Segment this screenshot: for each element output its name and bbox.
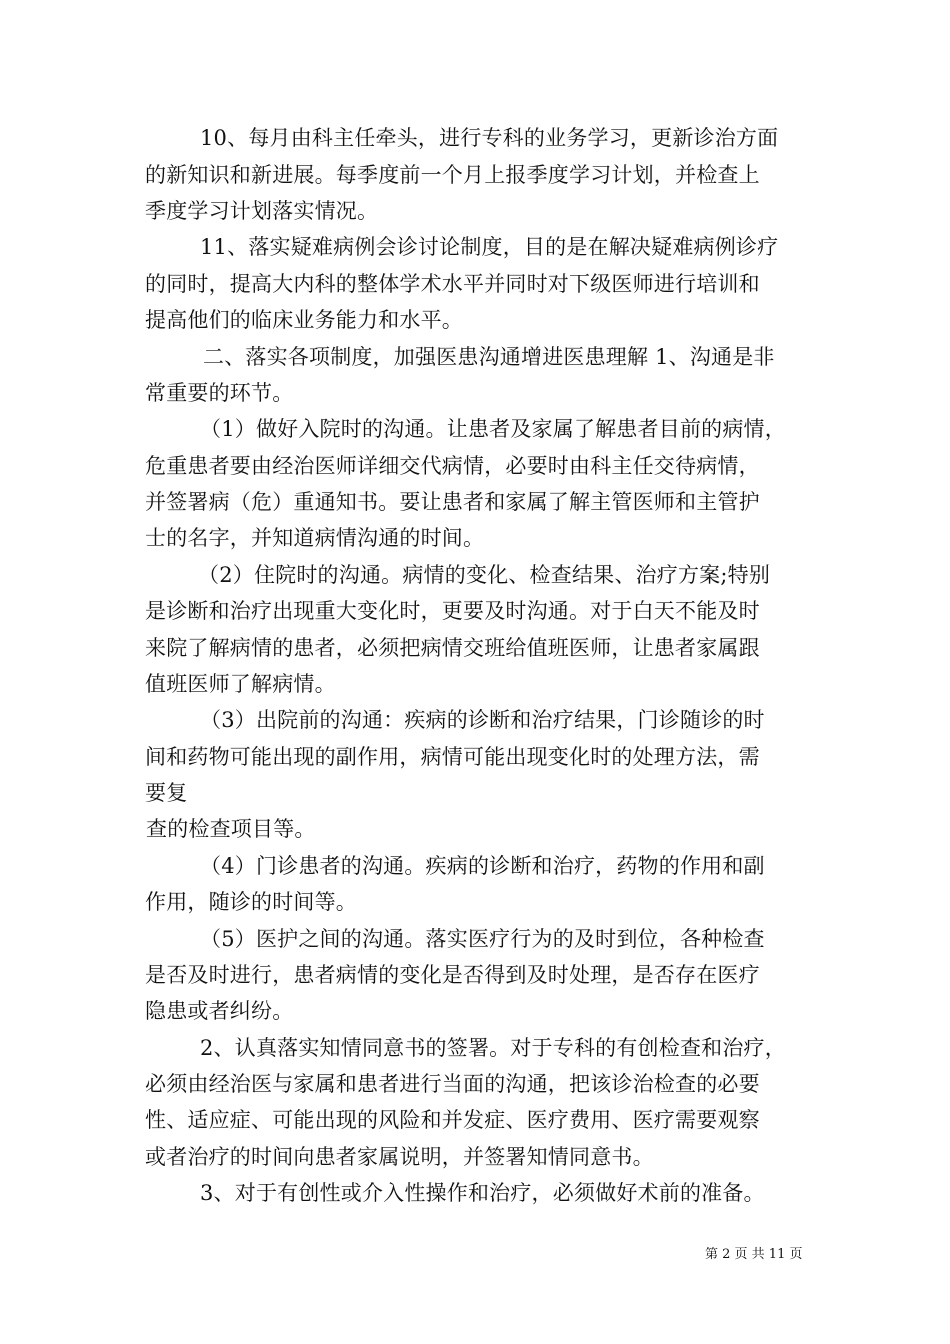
text-line: 10、每月由科主任牵头，进行专科的业务学习，更新诊治方面 [200,126,779,150]
text-line: 值班医师了解病情。 [145,672,336,696]
text-line: 危重患者要由经治医师详细交代病情，必要时由科主任交待病情， [145,454,760,478]
text-line: （2）住院时的沟通。病情的变化、检查结果、治疗方案;特别 [198,563,771,587]
text-line: 并签署病（危）重通知书。要让患者和家属了解主管医师和主管护 [145,490,760,514]
text-line: （5）医护之间的沟通。落实医疗行为的及时到位，各种检查 [200,927,765,951]
text-line: 11、落实疑难病例会诊讨论制度，目的是在解决疑难病例诊疗 [200,235,779,259]
text-line: 3、对于有创性或介入性操作和治疗，必须做好术前的准备。 [200,1181,765,1205]
text-line: （3）出院前的沟通：疾病的诊断和治疗结果，门诊随诊的时 [200,708,765,732]
text-line: 间和药物可能出现的副作用，病情可能出现变化时的处理方法，需 [145,745,760,769]
text-line: 或者治疗的时间向患者家属说明，并签署知情同意书。 [145,1145,654,1169]
text-line: 来院了解病情的患者，必须把病情交班给值班医师，让患者家属跟 [145,636,760,660]
text-line: 2、认真落实知情同意书的签署。对于专科的有创检查和治疗， [200,1036,786,1060]
text-line: 二、落实各项制度，加强医患沟通增进医患理解 1、沟通是非 [203,345,775,369]
text-line: 性、适应症、可能出现的风险和并发症、医疗费用、医疗需要观察 [145,1108,760,1132]
text-line: 查的检查项目等。 [146,817,316,841]
text-line: 要复 [145,781,188,805]
text-line: （4）门诊患者的沟通。疾病的诊断和治疗，药物的作用和副 [200,854,765,878]
text-line: 是诊断和治疗出现重大变化时，更要及时沟通。对于白天不能及时 [145,599,760,623]
text-line: 季度学习计划落实情况。 [145,199,379,223]
text-line: 的同时，提高大内科的整体学术水平并同时对下级医师进行培训和 [145,272,760,296]
text-line: 隐患或者纠纷。 [145,999,294,1023]
text-line: 的新知识和新进展。每季度前一个月上报季度学习计划，并检查上 [145,163,760,187]
text-line: 是否及时进行，患者病情的变化是否得到及时处理，是否存在医疗 [145,963,760,987]
text-line: 常重要的环节。 [145,381,294,405]
text-line: （1）做好入院时的沟通。让患者及家属了解患者目前的病情， [200,417,786,441]
page-number-footer: 第 2 页 共 11 页 [705,1247,803,1262]
text-line: 作用，随诊的时间等。 [145,890,357,914]
text-line: 提高他们的临床业务能力和水平。 [145,308,463,332]
text-line: 士的名字，并知道病情沟通的时间。 [145,526,485,550]
text-line: 必须由经治医与家属和患者进行当面的沟通，把该诊治检查的必要 [145,1072,760,1096]
